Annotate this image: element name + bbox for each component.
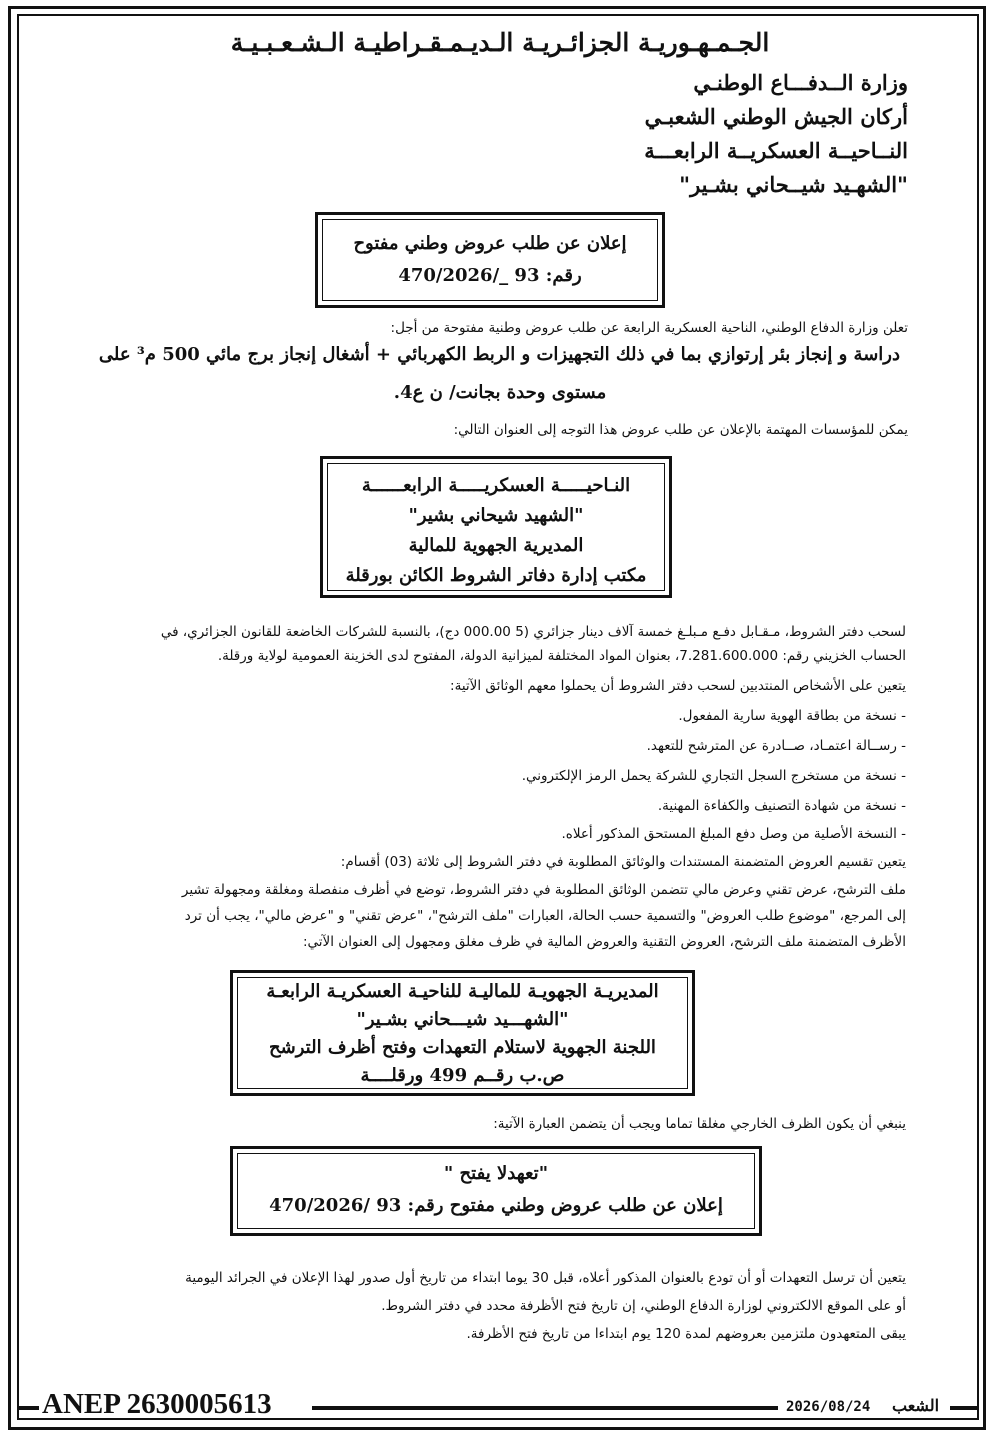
conditions-p5: ملف الترشح، عرض تقني وعرض مالي تتضمن الوثائق المطلوبة في دفتر الشروط، توضع في أظرف منفصلة ومغلقة ومجهولة تشير <box>181 882 906 898</box>
conditions-p7: الأظرف المتضمنة ملف الترشح، العروض التقنية والعروض المالية في ظرف مغلق ومجهول إلى العنوان الآتي: <box>303 934 906 950</box>
address-box <box>320 456 672 598</box>
closing-p3: يبقى المتعهدون ملتزمين بعروضهم لمدة 120 يوم ابتداءا من تاريخ فتح الأظرفة. <box>466 1326 906 1342</box>
committee-line-4: ص.ب رقــم 499 ورقلــــة <box>360 1065 565 1086</box>
conditions-p3: يتعين على الأشخاص المنتدبين لسحب دفتر الشروط أن يحملوا معهم الوثائق الآتية: <box>450 678 906 694</box>
envelope-line-2: إعلان عن طلب عروض وطني مفتوح رقم: 93 /470/2026 <box>269 1195 723 1216</box>
project-line-2: مستوى وحدة بجانت/ ن ع4. <box>393 382 607 403</box>
footer-rule-left <box>17 1406 39 1410</box>
project-line-1: دراسة و إنجاز بئر إرتوازي بما في ذلك التجهيزات و الربط الكهربائي + أشغال إنجاز برج مائي 500 م³ على <box>98 344 900 365</box>
intro-text: تعلن وزارة الدفاع الوطني، الناحية العسكرية الرابعة عن طلب عروض وطنية مفتوحة من أجل: <box>390 320 908 336</box>
address-line-4: مكتب إدارة دفاتر الشروط الكائن بورقلة <box>345 565 647 586</box>
title-line-1: إعلان عن طلب عروض وطني مفتوح <box>353 233 627 254</box>
title-line-2: رقم: 93 _/470/2026 <box>398 265 582 286</box>
ministry-name: وزارة الــدفـــاع الوطنـي <box>693 70 908 95</box>
conditions-p4: يتعين تقسيم العروض المتضمنة المستندات والوثائق المطلوبة في دفتر الشروط إلى ثلاثة (03) أقسام: <box>340 854 906 870</box>
footer-rule-right <box>950 1406 978 1410</box>
conditions-p2: الحساب الخزيني رقم: 7.281.600.000، بعنوان المواد المختلفة لميزانية الدولة، المفتوح لدى الخزينة العمومية لولاية ورقلة. <box>217 648 906 664</box>
title-box <box>315 212 665 308</box>
committee-line-3: اللجنة الجهوية لاستلام التعهدات وفتح أظرف الترشح <box>269 1037 656 1058</box>
anep-number: ANEP 2630005613 <box>42 1388 272 1420</box>
staff-name: أركان الجيش الوطني الشعبـي <box>644 104 908 129</box>
committee-box <box>230 970 695 1096</box>
republic-heading: الجـمـهـوريـة الجزائـريـة الـديـمـقـراطيـة الـشـعـبـيـة <box>230 28 770 57</box>
publication-date: 2026/08/24 <box>786 1399 871 1415</box>
closing-p1: يتعين أن ترسل التعهدات أو أن تودع بالعنوان المذكور أعلاه، قبل 30 يوما ابتداء من تاريخ أول صدور لهذا الإعلان في الجرائد اليومية <box>185 1270 906 1286</box>
doc-item: - رســالة اعتمـاد، صــادرة عن المترشح للتعهد. <box>646 738 906 754</box>
newspaper-name: الشعب <box>892 1396 940 1415</box>
committee-line-1: المديريـة الجهويـة للماليـة للناحيـة العسكريـة الرابعـة <box>266 981 659 1002</box>
doc-item: - نسخة من شهادة التصنيف والكفاءة المهنية. <box>657 798 906 814</box>
envelope-box <box>230 1146 762 1236</box>
doc-item: - نسخة من بطاقة الهوية سارية المفعول. <box>678 708 906 724</box>
closing-p2: أو على الموقع الالكتروني لوزارة الدفاع الوطني، إن تاريخ فتح الأظرفة محدد في دفتر الشروط. <box>381 1298 906 1314</box>
doc-item: - نسخة من مستخرج السجل التجاري للشركة يحمل الرمز الإلكتروني. <box>521 768 906 784</box>
conditions-p1: لسحب دفتر الشروط، مـقـابل دفـع مـبلـغ خمسة آلاف دينار جزائري (5 000.00 دج)، بالنسبة للشركات الخاضعة للقانون الجزائري، في <box>160 624 906 640</box>
address-line-3: المديرية الجهوية للمالية <box>408 535 584 556</box>
address-line-2: "الشهيد شيحاني بشير" <box>408 505 584 526</box>
martyr-name: "الشهـيد شيــحاني بشـير" <box>679 172 908 197</box>
footer-rule-middle <box>312 1406 778 1410</box>
envelope-line-1: "تعهدلا يفتح " <box>443 1163 549 1184</box>
region-name: النــاحيــة العسكريــة الرابعـــة <box>644 138 908 163</box>
conditions-p6: إلى المرجع، "موضوع طلب العروض" والتسمية حسب الحالة، العبارات "ملف الترشح"، "عرض تقني" و "عرض مالي"، يجب أن ترد <box>184 908 906 924</box>
address-line-1: النـاحيـــــة العسكريـــــة الرابعــــــة <box>361 475 631 496</box>
committee-line-2: "الشهـــيد شيـــحاني بشـير" <box>356 1009 569 1030</box>
doc-item: - النسخة الأصلية من وصل دفع المبلغ المستحق المذكور أعلاه. <box>561 826 906 842</box>
envelope-intro: ينبغي أن يكون الظرف الخارجي مغلقا تماما ويجب أن يتضمن العبارة الآتية: <box>493 1116 906 1132</box>
address-intro: يمكن للمؤسسات المهتمة بالإعلان عن طلب عروض هذا التوجه إلى العنوان التالي: <box>453 422 908 438</box>
